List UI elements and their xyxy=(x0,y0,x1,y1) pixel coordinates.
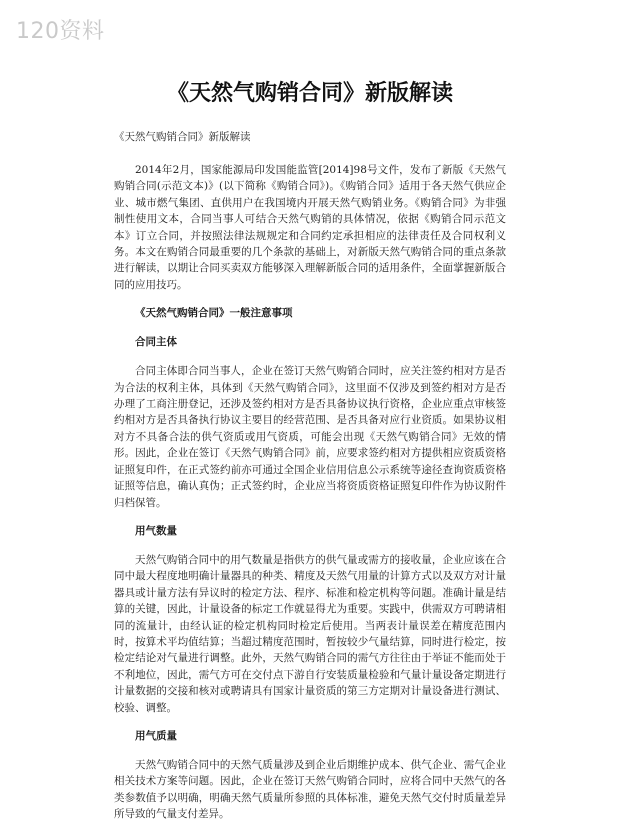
section-heading-gas-quantity: 用气数量 xyxy=(135,524,177,537)
document-title: 《天然气购销合同》新版解读 xyxy=(166,81,453,106)
main-section-heading: 《天然气购销合同》一般注意事项 xyxy=(135,307,293,320)
section-paragraph-contract-subject: 合同主体即合同当事人，企业在签订天然气购销合同时，应关注签约相对方是否为合法的权利主体，具体到《天然气购销合同》，这里面不仅涉及到签约相对方是否办理了工商注册登记，还涉及签约相对方是否具备协议执行资格，企业应重点审核签约相对方是否具备执行协议主要目的经营范围、是否具备对应行业资质。如果协议相对方不具备合法的供气资质或用气资质，可能会出现《天然气购销合同》无效的情形。因此，企业在签订《天然气购销合同》前，应要求签约相对方提供相应资质资格证照复印件，在正式签约前亦可通过全国企业信用信息公示系统等途径查询资质资格证照等信息，确认真伪；正式签约时，企业应当将资质资格证照复印件作为协议附件归档保管。 xyxy=(114,365,506,509)
section-paragraph-gas-quantity: 天然气购销合同中的用气数量是指供方的供气量或需方的接收量，企业应该在合同中最大程度地明确计量器具的种类、精度及天然气用量的计算方式以及双方对计量器具或计量方法有异议时的检定方法、程序、标准和检定机构等问题。准确计量是结算的关键，因此，计量设备的标定工作就显得尤为重要。实践中，供需双方可聘请相同的流量计，由经认证的检定机构同时检定后使用。当两表计量误差在精度范围内时，按算术平均值结算；当超过精度范围时，暂按较少气量结算，同时进行检定，按检定结论对气量进行调整。此外，天然气购销合同的需气方往往由于举证不能而处于不利地位，因此，需气方可在交付点下游自行安装质量检验和气量计量设备定期进行计量数据的交接和核对或聘请具有国家计量资质的第三方定期对计量设备进行测试、校验、调整。 xyxy=(114,553,506,714)
intro-paragraph: 2014年2月，国家能源局印发国能监管[2014]98号文件，发布了新版《天然气购销合同(示范文本)》(以下简称《购销合同》)。《购销合同》适用于各天然气供应企业、城市燃气集团、直供用户在我国境内开展天然气购销业务。《购销合同》为非强制性使用文本，合同当事人可结合天然气购销的具体情况，依据《购销合同示范文本》订立合同，并按照法律法规规定和合同约定承担相应的法律责任及合同权利义务。本文在购销合同最重要的几个条款的基础上，对新版天然气购销合同的重点条款进行解读，以期让合同买卖双方能够深入理解新版合同的适用条件，全面掌握新版合同的应用技巧。 xyxy=(114,164,506,291)
document-subtitle: 《天然气购销合同》新版解读 xyxy=(114,131,251,143)
watermark-text: 120资料 xyxy=(16,19,105,44)
section-heading-gas-quality: 用气质量 xyxy=(135,729,177,742)
document-page xyxy=(114,76,506,835)
section-paragraph-gas-quality: 天然气购销合同中的天然气质量涉及到企业后期维护成本、供气企业、需气企业相关技术方案等问题。因此，企业在签订天然气购销合同时，应将合同中天然气的各类参数值予以明确，明确天然气质量所参照的具体标准，避免天然气交付时质量差异所导致的气量支付差异。 xyxy=(114,758,506,821)
section-heading-contract-subject: 合同主体 xyxy=(135,336,177,349)
